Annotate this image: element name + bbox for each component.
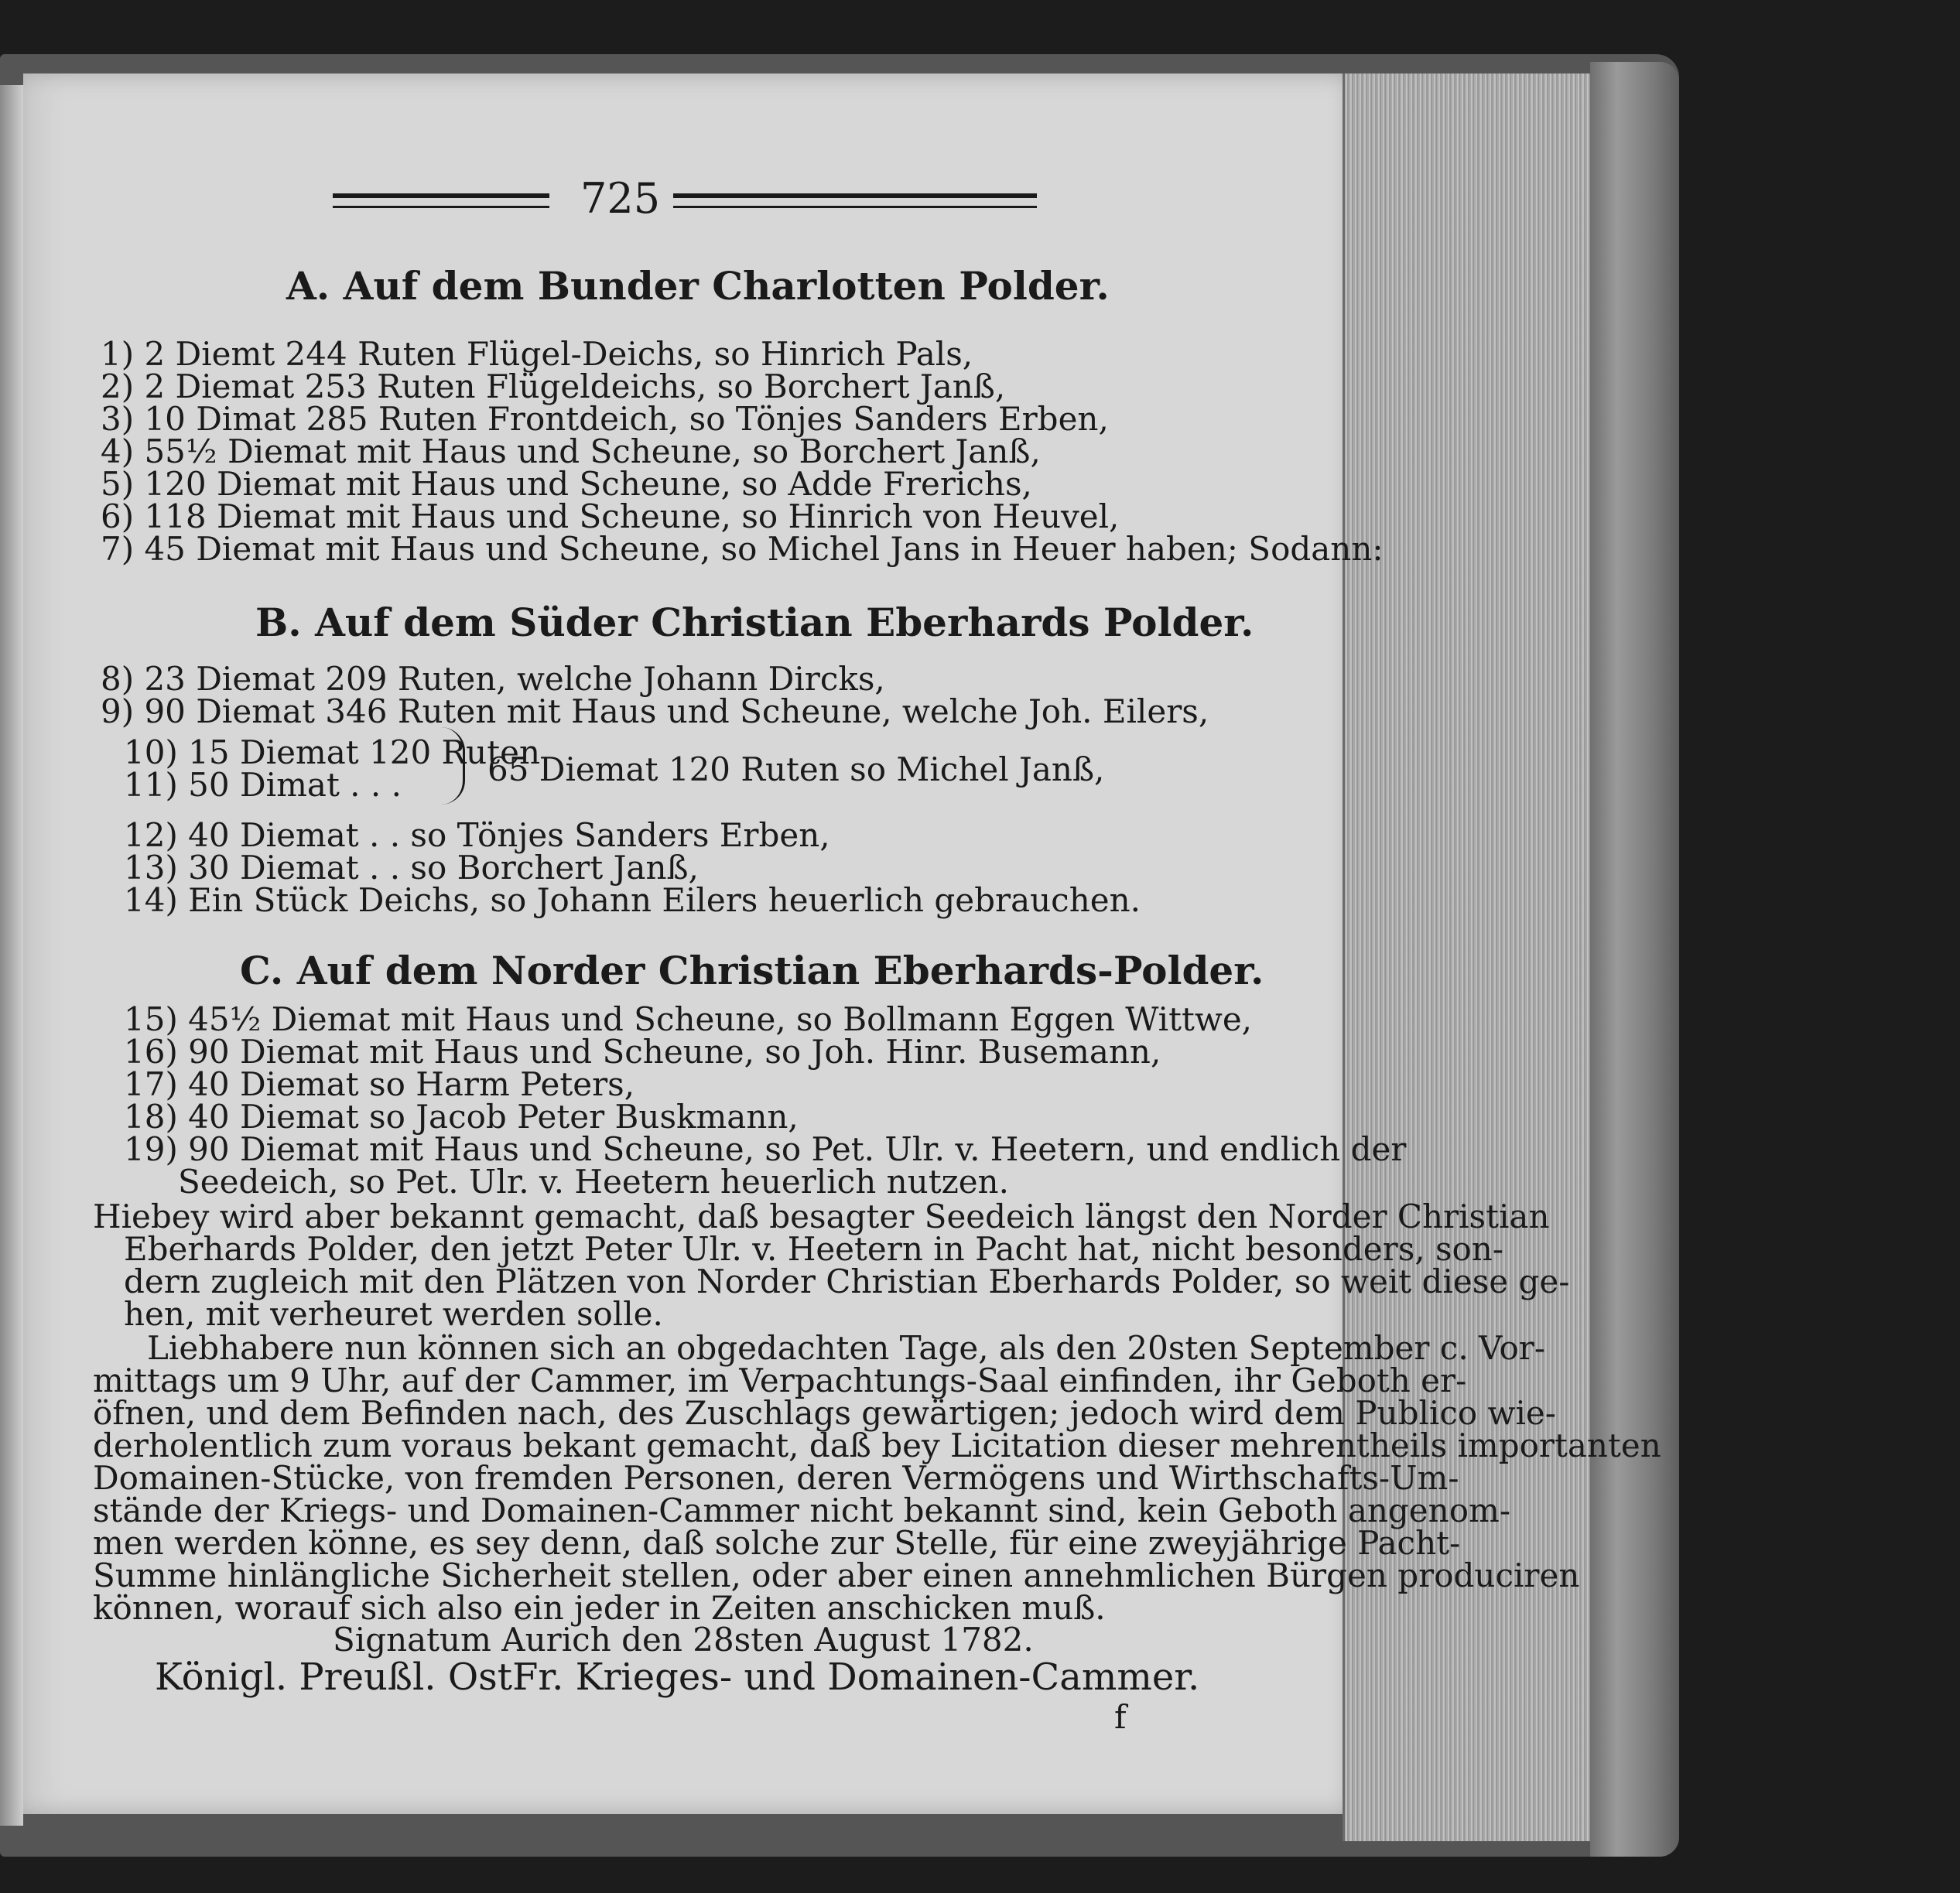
paragraph-line: mittags um 9 Uhr, auf der Cammer, im Verpachtungs-Saal einfinden, ihr Geboth er- [93,1362,1467,1399]
section-a-line: 1) 2 Diemt 244 Ruten Flügel-Deichs, so Hinrich Pals, [101,335,973,373]
authority-line: Königl. Preußl. OstFr. Krieges- und Domainen-Cammer. [155,1656,1200,1699]
paragraph-line: Eberhards Polder, den jetzt Peter Ulr. v. Heetern in Pacht hat, nicht besonders, son- [124,1230,1504,1268]
left-page-edge [0,85,23,1826]
paragraph-line: können, worauf sich also ein jeder in Zeiten anschicken muß. [93,1589,1106,1627]
paragraph-line: hen, mit verheuret werden solle. [124,1295,663,1333]
section-b-line: 12) 40 Diemat . . so Tönjes Sanders Erben, [124,816,830,854]
header-rule-left [333,193,549,208]
section-c-line: 16) 90 Diemat mit Haus und Scheune, so Joh. Hinr. Busemann, [124,1033,1161,1071]
section-b-line: 14) Ein Stück Deichs, so Johann Eilers heuerlich gebrauchen. [124,881,1141,919]
header-rule-right [673,193,1037,208]
paragraph-line: men werden könne, es sey denn, daß solche zur Stelle, für eine zweyjährige Pacht- [93,1524,1461,1562]
signature-line: Signatum Aurich den 28sten August 1782. [333,1621,1034,1659]
section-b-line: 8) 23 Diemat 209 Ruten, welche Johann Dircks, [101,660,885,698]
paragraph-line: Summe hinlängliche Sicherheit stellen, oder aber einen annehmlichen Bürgen produciren [93,1556,1580,1594]
book-cover-edge [1590,62,1679,1857]
section-c-title: C. Auf dem Norder Christian Eberhards-Polder. [240,948,1264,993]
section-b-title: B. Auf dem Süder Christian Eberhards Polder. [255,600,1254,645]
section-b-bracket-line: 11) 50 Dimat . . . [124,766,402,804]
section-a-line: 3) 10 Dimat 285 Ruten Frontdeich, so Tönjes Sanders Erben, [101,400,1109,438]
section-c-line: 18) 40 Diemat so Jacob Peter Buskmann, [124,1098,799,1136]
section-a-line: 2) 2 Diemat 253 Ruten Flügeldeichs, so Borchert Janß, [101,367,1006,405]
section-b-bracket-text: 65 Diemat 120 Ruten so Michel Janß, [487,750,1105,788]
paragraph-line: Domainen-Stücke, von fremden Personen, deren Vermögens und Wirthschafts-Um- [93,1459,1459,1497]
paragraph-line: Hiebey wird aber bekannt gemacht, daß besagter Seedeich längst den Norder Christian [93,1198,1550,1235]
section-a-line: 6) 118 Diemat mit Haus und Scheune, so Hinrich von Heuvel, [101,497,1120,535]
section-c-line: Seedeich, so Pet. Ulr. v. Heetern heuerlich nutzen. [178,1163,1009,1201]
section-a-line: 7) 45 Diemat mit Haus und Scheune, so Michel Jans in Heuer haben; Sodann: [101,530,1384,568]
section-b-bracket-line: 10) 15 Diemat 120 Ruten [124,733,541,771]
section-c-line: 19) 90 Diemat mit Haus und Scheune, so Pet. Ulr. v. Heetern, und endlich der [124,1130,1407,1168]
section-a-line: 4) 55½ Diemat mit Haus und Scheune, so Borchert Janß, [101,432,1041,470]
paragraph-line: dern zugleich mit den Plätzen von Norder Christian Eberhards Polder, so weit diese ge- [124,1263,1570,1300]
section-c-line: 15) 45½ Diemat mit Haus und Scheune, so Bollmann Eggen Wittwe, [124,1000,1253,1038]
section-b-line: 9) 90 Diemat 346 Ruten mit Haus und Scheune, welche Joh. Eilers, [101,692,1209,730]
section-a-title: A. Auf dem Bunder Charlotten Polder. [286,263,1110,309]
page-number: 725 [580,174,661,223]
section-a-line: 5) 120 Diemat mit Haus und Scheune, so Adde Frerichs, [101,465,1032,503]
paragraph-line: Liebhabere nun können sich an obgedachten Tage, als den 20sten September c. Vor- [147,1329,1546,1367]
brace-bracket [441,727,465,805]
paragraph-line: derholentlich zum voraus bekant gemacht, daß bey Licitation dieser mehrentheils importanten [93,1427,1661,1464]
paragraph-line: stände der Kriegs- und Domainen-Cammer nicht bekannt sind, kein Geboth angenom- [93,1492,1511,1529]
catchword: f [1114,1698,1127,1736]
section-b-line: 13) 30 Diemat . . so Borchert Janß, [124,849,699,887]
paragraph-line: öfnen, und dem Befinden nach, des Zuschlags gewärtigen; jedoch wird dem Publico wie- [93,1394,1556,1432]
section-c-line: 17) 40 Diemat so Harm Peters, [124,1065,635,1103]
page-header [333,174,1184,228]
